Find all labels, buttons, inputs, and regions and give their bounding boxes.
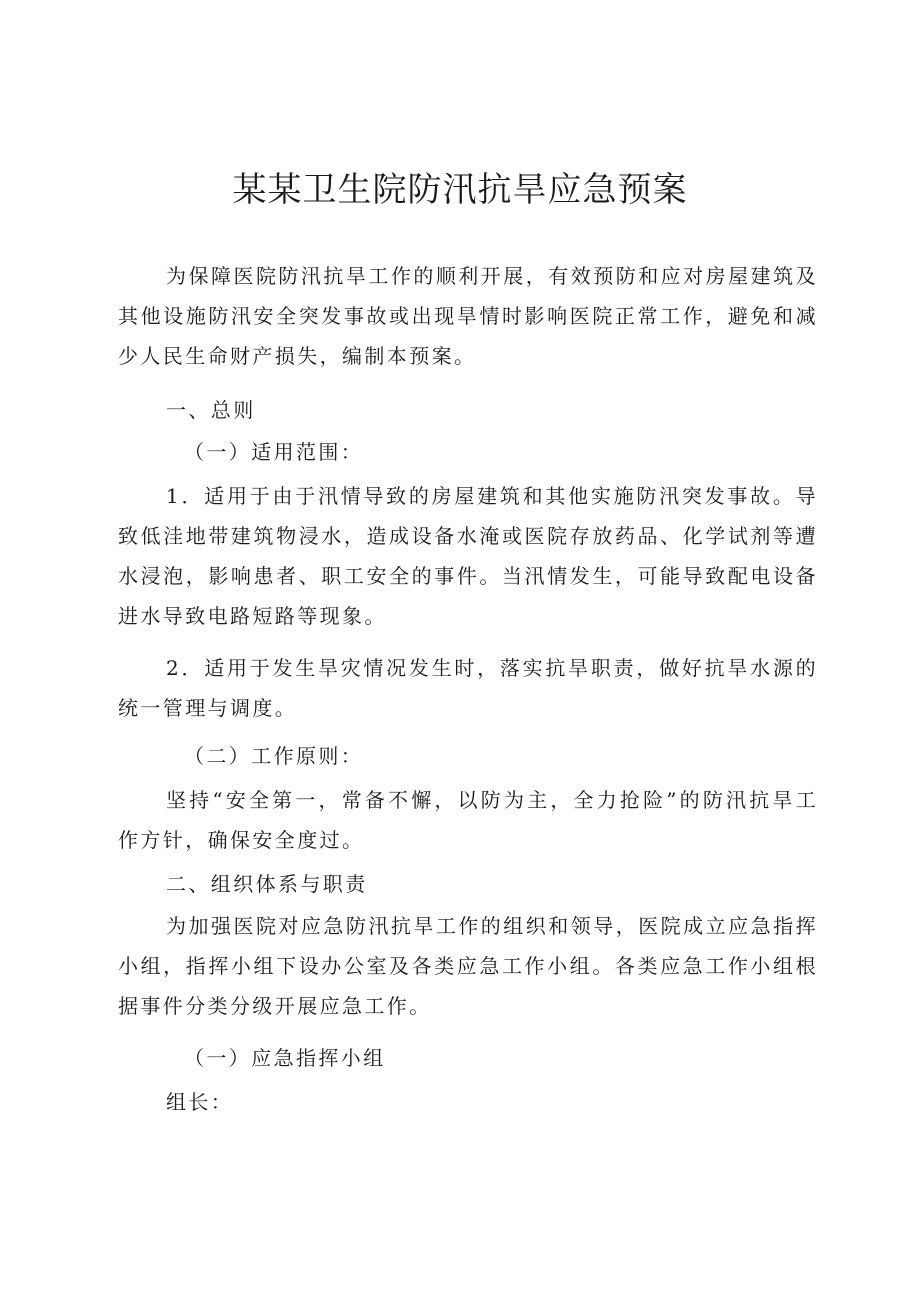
intro-paragraph: 为保障医院防汛抗旱工作的顺利开展，有效预防和应对房屋建筑及其他设施防汛安全突发事故或出现旱情时影响医院正常工作，避免和减少人民生命财产损失，编制本预案。 bbox=[118, 264, 818, 368]
document-title: 某某卫生院防汛抗旱应急预案 bbox=[232, 170, 688, 210]
scope-item-2: 2．适用于发生旱灾情况发生时，落实抗旱职责，做好抗旱水源的统一管理与调度。 bbox=[118, 656, 818, 720]
organization-paragraph: 为加强医院对应急防汛抗旱工作的组织和领导，医院成立应急指挥小组，指挥小组下设办公室及各类应急工作小组。各类应急工作小组根据事件分类分级开展应急工作。 bbox=[118, 914, 818, 1018]
subsection-heading-principles: （二）工作原则： bbox=[184, 744, 364, 768]
subsection-heading-scope: （一）适用范围： bbox=[184, 440, 364, 464]
section-heading-organization: 二、组织体系与职责 bbox=[166, 872, 368, 896]
principles-paragraph: 坚持“安全第一，常备不懈，以防为主，全力抢险”的防汛抗旱工作方针，确保安全度过。 bbox=[118, 788, 818, 852]
subsection-heading-command-group: （一）应急指挥小组 bbox=[184, 1046, 386, 1070]
group-leader-label: 组长： bbox=[166, 1090, 234, 1114]
section-heading-general: 一、总则 bbox=[166, 398, 256, 422]
scope-item-1: 1．适用于由于汛情导致的房屋建筑和其他实施防汛突发事故。导致低洼地带建筑物浸水，造成设备水淹或医院存放药品、化学试剂等遭水浸泡，影响患者、职工安全的事件。当汛情发生，可能导致配电设备进水导致电路短路等现象。 bbox=[118, 484, 818, 628]
